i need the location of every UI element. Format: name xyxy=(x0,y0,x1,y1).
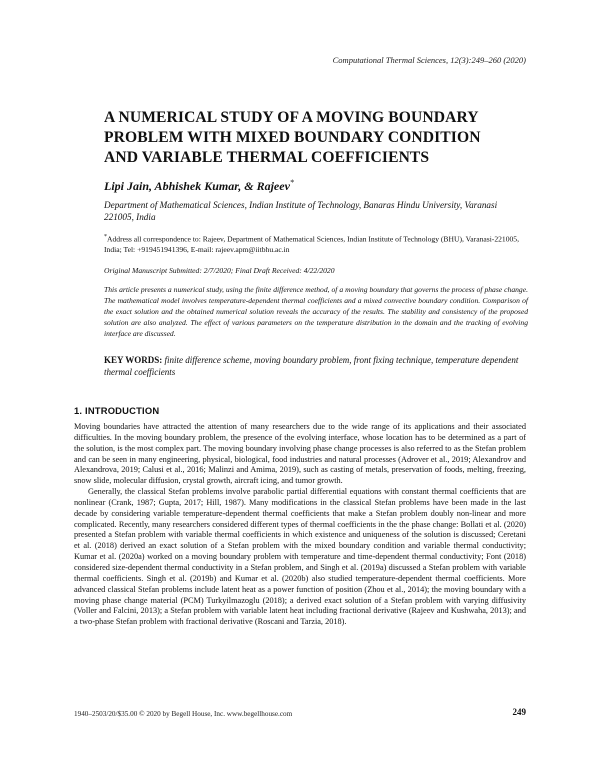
author-list xyxy=(104,178,294,194)
corresponding-author-mark: * xyxy=(289,178,294,187)
body-paragraph: Moving boundaries have attracted the attention of many researchers due to the wide range of its applications and their associated difficulties. In the moving boundary problem, the presence of the evolving interface, whose location has to be determined as a part of the solution, is the most complex part. The moving boundary involving phase change processes is also referred to as the Stefan problem and can be seen in many engineering, physical, biological, food industries and natural processes (Adrover et al., 2019; Alexandrov and Alexandrova, 2019; Calusi et al., 2016; Malinzi and Amima, 2019), such as casting of metals, preservation of foods, melting, freezing, snow slide, molecular diffusion, crystal growth, aircraft icing, and tumor growth. xyxy=(74,422,526,486)
title-line: A NUMERICAL STUDY OF A MOVING BOUNDARY xyxy=(104,109,479,126)
body-paragraph: Generally, the classical Stefan problems involve parabolic partial differential equations with constant thermal coefficients that are nonlinear (Crank, 1987; Gupta, 2017; Hill, 1987). Many modifications in the classical Stefan problems have been made in the last decade by considering variable temperature-dependent thermal coefficients that make a Stefan problem doubly non-linear and more complicated. Recently, many researchers considered different types of thermal coefficients in the the phase change: Bollati et al. (2020) presented a Stefan problem with variable thermal coefficients in which existence and uniqueness of the solution is discussed; Ceretani et al. (2018) derived an exact solution of a Stefan problem with the mixed boundary condition and variable thermal conductivity; Kumar et al. (2020a) worked on a moving boundary problem with temperature and time-dependent thermal conductivity; Font (2018) considered size-dependent thermal conductivity in a Stefan problem, and Singh et al. (2019a) discussed a Stefan problem with variable thermal coefficients. Singh et al. (2019b) and Kumar et al. (2020b) also studied temperature-dependent thermal coefficients. More advanced classical Stefan problems include latent heat as a power function of position (Zhou et al., 2014); the moving boundary with a moving phase change material (PCM) Turkyilmazoglu (2018); a derived exact solution of a Stefan problem with varying diffusivity (Voller and Falcini, 2013); a Stefan problem with variable latent heat including fractional derivative (Rajeev and Kushwaha, 2013); and a two-phase Stefan problem with fractional derivative (Roscani and Tarzia, 2018). xyxy=(74,487,526,627)
submission-dates: Original Manuscript Submitted: 2/7/2020; Final Draft Received: 4/22/2020 xyxy=(104,266,335,275)
introduction-body xyxy=(74,422,526,628)
footer-copyright: 1940–2503/20/$35.00 © 2020 by Begell House, Inc. www.begellhouse.com xyxy=(74,710,293,718)
journal-citation: Computational Thermal Sciences, 12(3):249–260 (2020) xyxy=(332,55,526,65)
page-number: 249 xyxy=(512,707,526,717)
section-heading: 1. INTRODUCTION xyxy=(74,405,160,416)
correspondence-text: Address all correspondence to: Rajeev, Department of Mathematical Sciences, Indian Institute of Technology (BHU), Varanasi-221005, India; Tel: +919451941396, E-mail: rajeev.apm@iitbhu.ac.in xyxy=(104,234,520,255)
paper-title xyxy=(104,108,534,168)
abstract: This article presents a numerical study, using the finite difference method, of a moving boundary that governs the process of phase change. The mathematical model involves temperature-dependent thermal coefficients and a mixed convective boundary condition. Comparison of the exact solution and the obtained numerical solution reveals the accuracy of the results. The stability and consistency of the proposed solution are also analyzed. The effect of various parameters on the temperature distribution in the domain and the tracking of evolving interface are discussed. xyxy=(104,285,528,338)
keywords xyxy=(104,355,528,378)
keywords-label: KEY WORDS: xyxy=(104,355,163,365)
correspondence-mark: * xyxy=(104,234,107,240)
title-line: AND VARIABLE THERMAL COEFFICIENTS xyxy=(104,149,430,166)
author-names: Lipi Jain, Abhishek Kumar, & Rajeev xyxy=(104,179,290,193)
affiliation: Department of Mathematical Sciences, Indian Institute of Technology, Banaras Hindu University, Varanasi 221005, India xyxy=(104,200,498,223)
keywords-text: finite difference scheme, moving boundary problem, front fixing technique, temperature dependent thermal coefficients xyxy=(104,355,519,377)
title-line: PROBLEM WITH MIXED BOUNDARY CONDITION xyxy=(104,129,481,146)
correspondence-note xyxy=(104,232,524,256)
